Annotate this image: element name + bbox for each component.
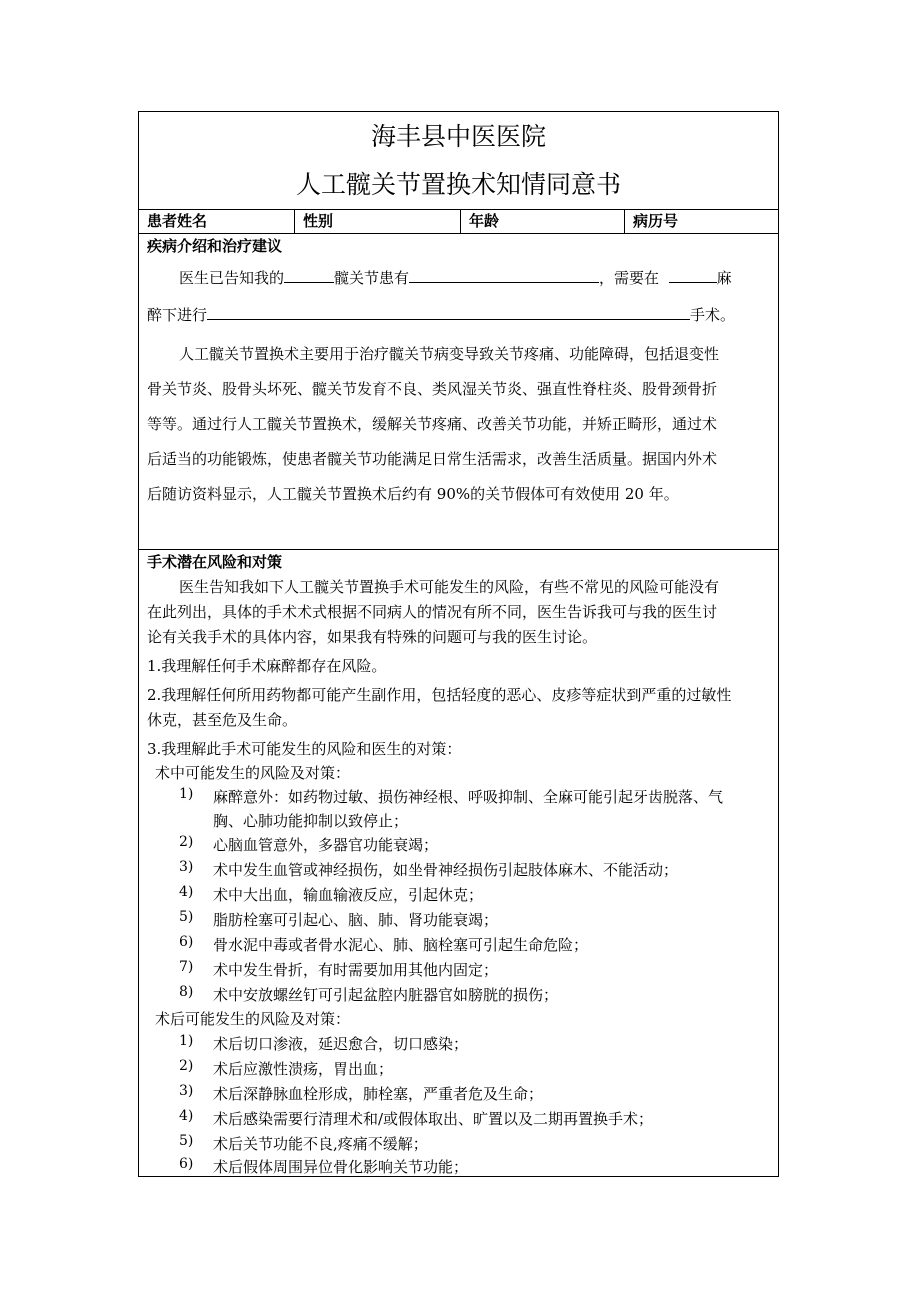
patient-info-row (139, 209, 778, 234)
list-number: 3) (179, 1083, 194, 1099)
name-label: 患者姓名 (147, 212, 208, 230)
list-item: 术后感染需要行清理术和/或假体取出、旷置以及二期再置换手术； (213, 1110, 654, 1128)
para-line: 等等。通过行人工髋关节置换术，缓解关节疼痛、改善关节功能，并矫正畸形，通过术 (147, 415, 718, 433)
diagnosis-blank[interactable] (409, 266, 599, 283)
list-item-cont: 胸、心肺功能抑制以致停止； (213, 812, 409, 830)
gender-label: 性别 (303, 212, 334, 230)
intra-op-title: 术中可能发生的风险及对策： (155, 764, 351, 782)
para-line: 骨关节炎、股骨头坏死、髋关节发育不良、类风湿关节炎、强直性脊柱炎、股骨颈骨折 (147, 380, 718, 398)
list-item: 心脑血管意外，多器官功能衰竭； (213, 836, 439, 854)
list-number: 4) (179, 884, 194, 900)
list-number: 6) (179, 934, 194, 950)
list-number: 6) (179, 1156, 194, 1172)
list-item: 术中发生骨折，有时需要加用其他内固定； (213, 961, 499, 979)
name-cell[interactable] (139, 209, 295, 233)
diagnosis-fill-line (179, 266, 772, 288)
procedure-blank[interactable] (207, 303, 690, 320)
list-item: 骨水泥中毒或者骨水泥心、肺、脑栓塞可引起生命危险； (213, 936, 589, 954)
list-item: 术后关节功能不良,疼痛不缓解； (213, 1135, 428, 1153)
fill-text-4: 麻 (716, 269, 732, 287)
age-label: 年龄 (469, 212, 500, 230)
consent-form (138, 111, 779, 1177)
list-number: 4) (179, 1108, 194, 1124)
list-number: 5) (179, 1133, 194, 1149)
record-number-cell[interactable] (625, 209, 778, 233)
list-item: 术后假体周围异位骨化影响关节功能； (213, 1158, 469, 1176)
section-title-risk: 手术潜在风险和对策 (147, 553, 283, 571)
fill-text-3: ，需要在 (599, 269, 660, 287)
gender-cell[interactable] (295, 209, 461, 233)
list-number: 2) (179, 834, 194, 850)
post-op-title: 术后可能发生的风险及对策： (155, 1010, 351, 1028)
list-number: 5) (179, 909, 194, 925)
intro-line: 在此列出，具体的手术术式根据不同病人的情况有所不同，医生告诉我可与我的医生讨 (147, 603, 718, 621)
fill-text-5: 醉下进行 (147, 306, 208, 324)
list-item: 术后应激性溃疡，胃出血； (213, 1060, 394, 1078)
form-title: 人工髋关节置换术知情同意书 (295, 170, 621, 199)
list-number: 2) (179, 1058, 194, 1074)
hospital-name: 海丰县中医医院 (370, 122, 546, 151)
clause-2-cont: 休克，甚至危及生命。 (147, 711, 298, 729)
list-number: 3) (179, 859, 194, 875)
list-item: 术中大出血，输血输液反应，引起休克； (213, 886, 484, 904)
list-number: 1) (179, 1033, 194, 1049)
fill-text-6: 手术。 (690, 306, 736, 324)
list-number: 8) (179, 984, 194, 1000)
fill-text-2: 髋关节患有 (334, 269, 410, 287)
fill-text-1: 医生已告知我的 (179, 269, 285, 287)
list-number: 1) (179, 786, 194, 802)
risk-section (139, 549, 778, 1177)
record-label: 病历号 (633, 212, 679, 230)
list-number: 7) (179, 959, 194, 975)
clause-3: 3.我理解此手术可能发生的风险和医生的对策： (147, 740, 462, 758)
intro-line: 医生告知我如下人工髋关节置换手术可能发生的风险，有些不常见的风险可能没有 (179, 578, 720, 596)
list-item: 术后切口渗液，延迟愈合，切口感染； (213, 1035, 469, 1053)
section-title-disease: 疾病介绍和治疗建议 (147, 237, 283, 255)
anesthesia-blank[interactable] (669, 266, 717, 283)
form-header (139, 112, 778, 210)
procedure-fill-line (147, 303, 772, 325)
para-line: 后随访资料显示，人工髋关节置换术后约有 90%的关节假体可有效使用 20 年。 (147, 485, 679, 503)
age-cell[interactable] (461, 209, 625, 233)
list-item: 麻醉意外：如药物过敏、损伤神经根、呼吸抑制、全麻可能引起牙齿脱落、气 (213, 788, 724, 806)
clause-2: 2.我理解任何所用药物都可能产生副作用，包括轻度的恶心、皮疹等症状到严重的过敏性 (147, 686, 732, 704)
para-line: 后适当的功能锻炼，使患者髋关节功能满足日常生活需求，改善生活质量。据国内外术 (147, 450, 718, 468)
list-item: 术后深静脉血栓形成，肺栓塞，严重者危及生命； (213, 1085, 544, 1103)
list-item: 术中发生血管或神经损伤，如坐骨神经损伤引起肢体麻木、不能活动； (213, 861, 679, 879)
intro-line: 论有关我手术的具体内容，如果我有特殊的问题可与我的医生讨论。 (147, 628, 598, 646)
list-item: 术中安放螺丝钉可引起盆腔内脏器官如膀胱的损伤； (213, 986, 559, 1004)
list-item: 脂肪栓塞可引起心、脑、肺、肾功能衰竭； (213, 911, 499, 929)
disease-section (139, 233, 778, 550)
clause-1: 1.我理解任何手术麻醉都存在风险。 (147, 657, 387, 675)
para-line: 人工髋关节置换术主要用于治疗髋关节病变导致关节疼痛、功能障碍，包括退变性 (179, 345, 720, 363)
side-blank[interactable] (284, 266, 334, 283)
